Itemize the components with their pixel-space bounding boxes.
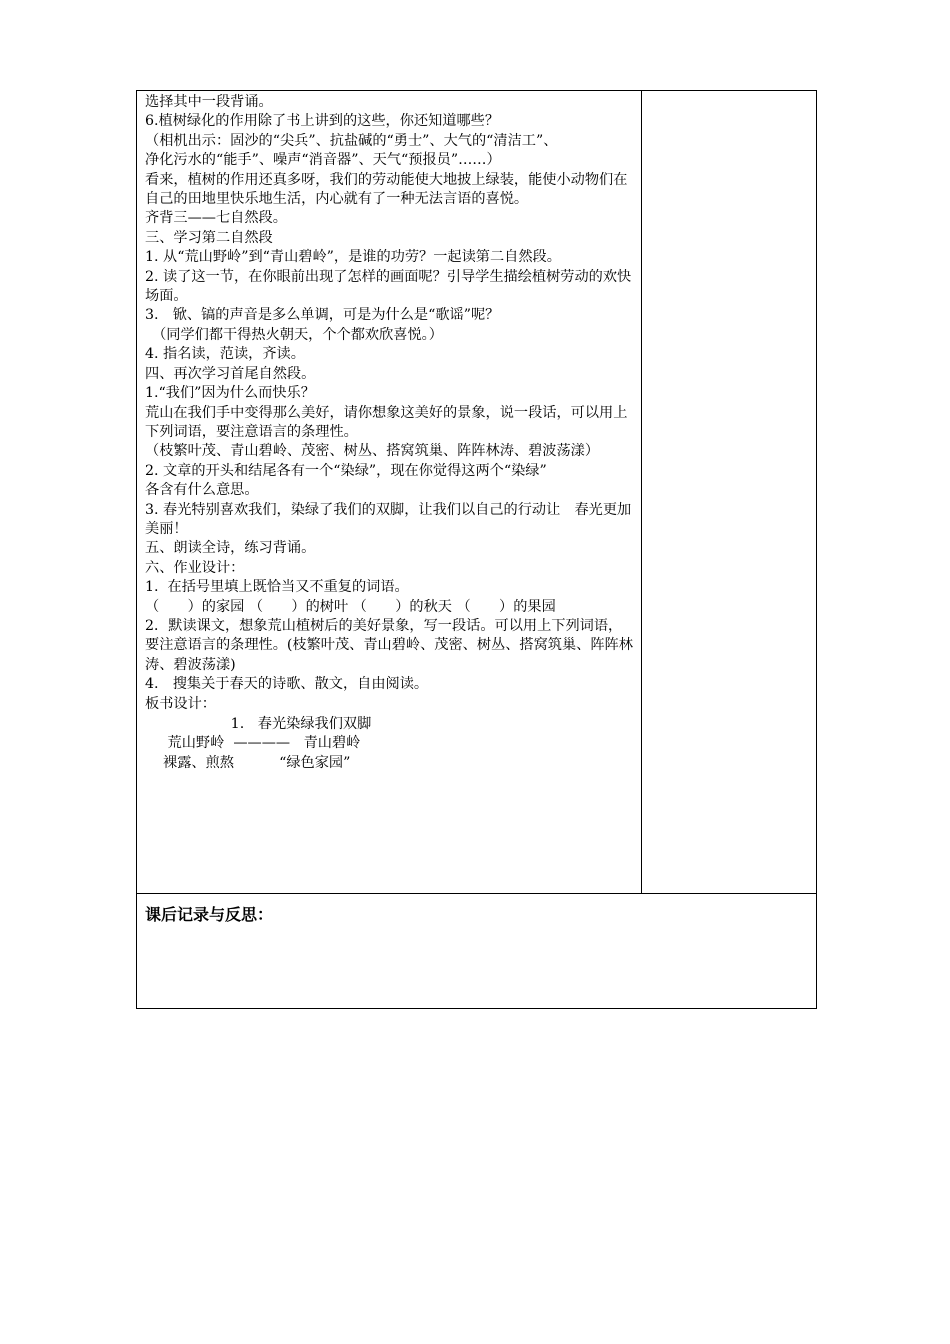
lesson-plan-table (136, 90, 817, 1009)
lesson-content-cell (137, 91, 642, 894)
content-line: （相机出示：固沙的“尖兵”、抗盐碱的“勇士”、大气的“清洁工”、 (145, 132, 558, 149)
content-line: 3. 锨、镐的声音是多么单调，可是为什么是“歌谣”呢？ (145, 307, 500, 324)
reflection-title: 课后记录与反思： (145, 905, 274, 924)
board-line: 1. 春光染绿我们双脚 (145, 716, 372, 732)
content-line: （枝繁叶茂、青山碧岭、茂密、树丛、搭窝筑巢、阵阵林涛、碧波荡漾） (145, 443, 600, 460)
content-line: 6.植树绿化的作用除了书上讲到的这些，你还知道哪些？ (145, 113, 500, 130)
content-line: 1. 从“荒山野岭”到“青山碧岭”，是谁的功劳？一起读第二自然段。 (145, 249, 561, 266)
section-heading: 三、学习第二自然段 (145, 229, 273, 246)
reflection-cell (137, 894, 817, 1009)
board-line: 荒山野岭 ———— 青山碧岭 (145, 735, 361, 752)
section-heading: 五、朗读全诗，练习背诵。 (145, 540, 316, 557)
content-line: （同学们都干得热火朝天，个个都欢欣喜悦。） (145, 326, 443, 343)
content-line: 板书设计： (145, 695, 216, 712)
content-line: 4. 搜集关于春天的诗歌、散文，自由阅读。 (145, 676, 429, 693)
content-line: 2．默读课文，想象荒山植树后的美好景象，写一段话。可以用上下列词语，要注意语言的条理性。(枝繁叶茂、青山碧岭、茂密、树丛、搭窝筑巢、阵阵林涛、碧波荡漾) (145, 617, 633, 673)
notes-cell (642, 91, 817, 894)
section-heading: 四、再次学习首尾自然段。 (145, 365, 316, 382)
content-line: 看来，植树的作用还真多呀，我们的劳动能使大地披上绿装，能使小动物们在自己的田地里快乐地生活，内心就有了一种无法言语的喜悦。 (145, 171, 628, 208)
content-line: 齐背三——七自然段。 (145, 210, 287, 227)
content-line: 选择其中一段背诵。 (145, 94, 273, 110)
content-line: 3. 春光特别喜欢我们，染绿了我们的双脚，让我们以自己的行动让 春光更加美丽！ (145, 501, 632, 537)
section-heading: 六、作业设计： (145, 559, 245, 576)
content-line: （ ）的家园 （ ）的树叶 （ ）的秋天 （ ）的果园 (145, 598, 556, 615)
lesson-row (137, 91, 817, 894)
blackboard-design (145, 715, 633, 773)
content-line: 各含有什么意思。 (145, 482, 259, 499)
content-line: 1. 在括号里填上既恰当又不重复的词语。 (145, 579, 409, 596)
reflection-row (137, 894, 817, 1009)
board-line: 裸露、煎熬 “绿色家园” (145, 754, 351, 771)
lesson-content (137, 91, 641, 773)
content-line: 4. 指名读，范读，齐读。 (145, 346, 305, 363)
content-line: 2. 文章的开头和结尾各有一个“染绿”，现在你觉得这两个“染绿” (145, 462, 547, 479)
content-line: 净化污水的“能手”、噪声“消音器”、天气“预报员”……） (145, 152, 501, 169)
content-line: 荒山在我们手中变得那么美好，请你想象这美好的景象，说一段话，可以用上下列词语，要注意语言的条理性。 (145, 404, 628, 440)
content-line: 1.“我们”因为什么而快乐？ (145, 385, 315, 402)
content-line: 2. 读了这一节，在你眼前出现了怎样的画面呢？引导学生描绘植树劳动的欢快场面。 (145, 268, 632, 305)
